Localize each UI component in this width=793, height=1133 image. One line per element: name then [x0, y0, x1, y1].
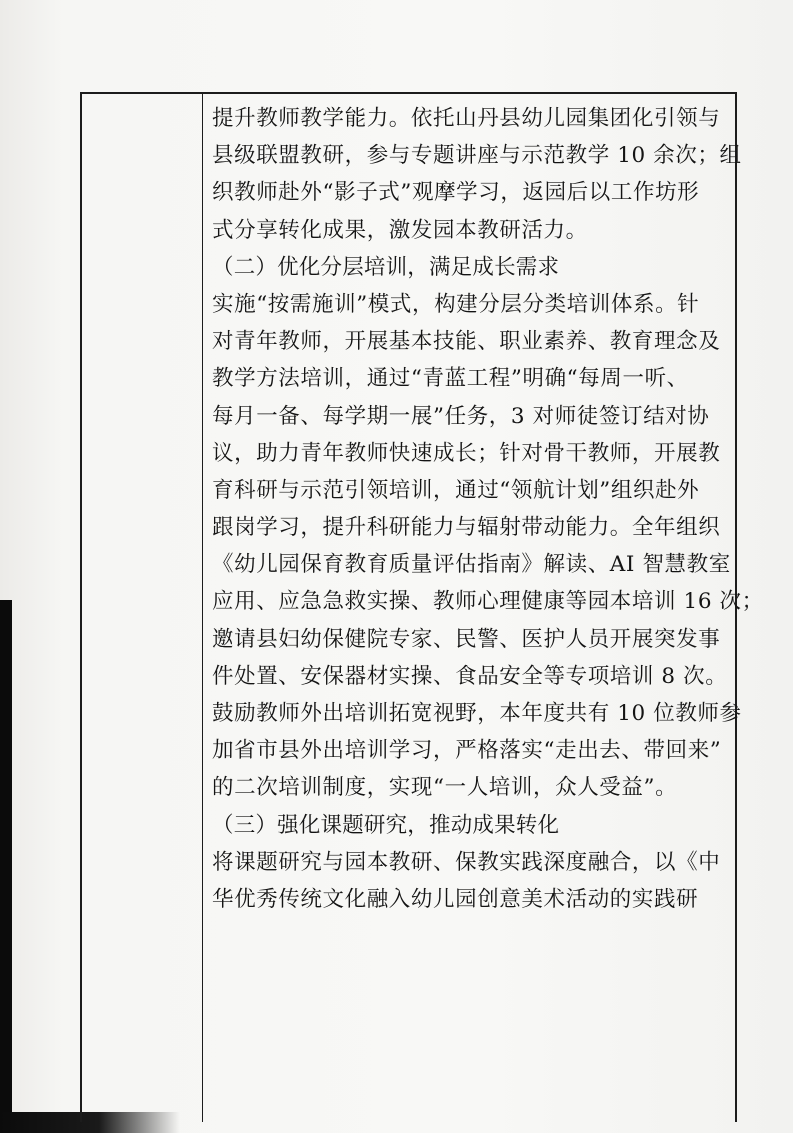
- text-line: 将课题研究与园本教研、保教实践深度融合，以《中: [212, 849, 721, 875]
- text-line: 议，助力青年教师快速成长；针对骨干教师，开展教: [212, 440, 721, 466]
- text-line: 件处置、安保器材实操、食品安全等专项培训 8 次。: [212, 663, 728, 689]
- body-text: [212, 100, 764, 918]
- text-line: 对青年教师，开展基本技能、职业素养、教育理念及: [212, 329, 721, 355]
- section-heading: （二）优化分层培训，满足成长需求: [212, 254, 560, 280]
- text-line: 鼓励教师外出培训拓宽视野，本年度共有 10 位教师参: [212, 701, 742, 726]
- text-line: 织教师赴外“影子式”观摩学习，返园后以工作坊形: [212, 180, 700, 206]
- text-line: 邀请县妇幼保健院专家、民警、医护人员开展突发事: [212, 626, 721, 652]
- text-line: 每月一备、每学期一展”任务，3 对师徒签订结对协: [212, 403, 710, 429]
- table-column-divider: [202, 92, 203, 1122]
- scan-shadow-left: [0, 600, 12, 1133]
- text-line: 实施“按需施训”模式，构建分层分类培训体系。针: [212, 291, 700, 317]
- text-line: 育科研与示范引领培训，通过“领航计划”组织赴外: [212, 477, 700, 503]
- text-line: 加省市县外出培训学习，严格落实“走出去、带回来”: [212, 738, 722, 764]
- text-line: 华优秀传统文化融入幼儿园创意美术活动的实践研: [212, 886, 699, 912]
- text-line: 《幼儿园保育教育质量评估指南》解读、AI 智慧教室: [212, 552, 731, 578]
- text-line: 县级联盟教研，参与专题讲座与示范教学 10 余次；组: [212, 143, 742, 169]
- text-line: 式分享转化成果，激发园本教研活力。: [212, 217, 588, 243]
- text-line: 提升教师教学能力。依托山丹县幼儿园集团化引领与: [212, 106, 721, 131]
- section-heading: （三）强化课题研究，推动成果转化: [212, 812, 560, 838]
- text-line: 的二次培训制度，实现“一人培训，众人受益”。: [212, 775, 678, 801]
- text-line: 跟岗学习，提升科研能力与辐射带动能力。全年组织: [212, 515, 721, 541]
- text-line: 教学方法培训，通过“青蓝工程”明确“每周一听、: [212, 366, 689, 392]
- text-line: 应用、应急急救实操、教师心理健康等园本培训 16 次；: [212, 589, 764, 615]
